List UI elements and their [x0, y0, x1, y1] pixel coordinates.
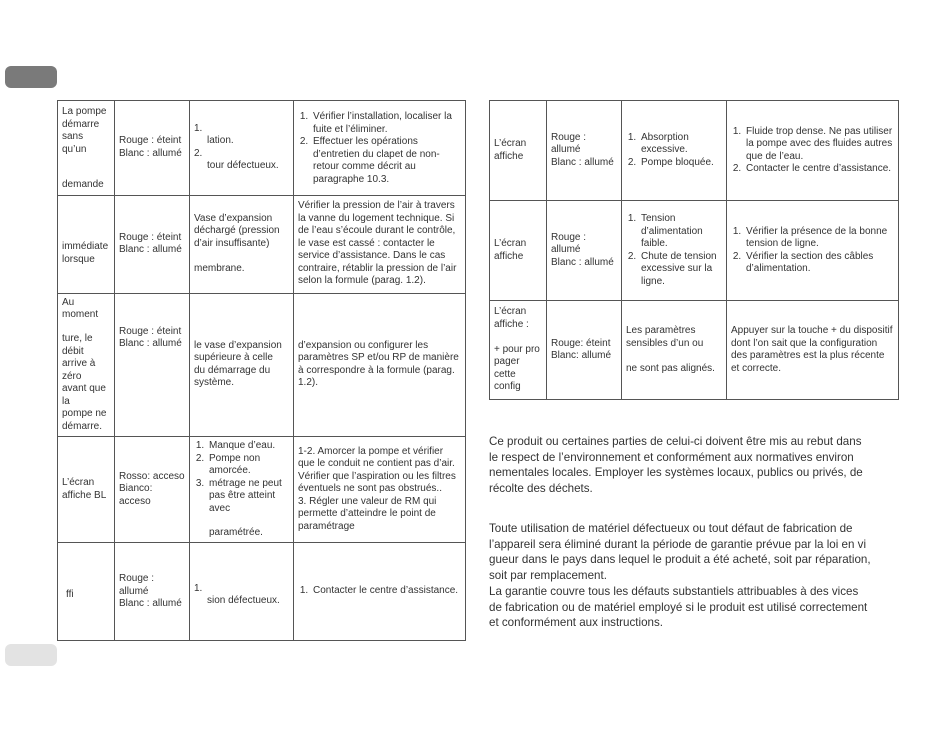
cause-cell: 1. Tension d’alimentation faible. 2. Chute de tension excessive sur la ligne. [622, 201, 727, 301]
table-row [58, 195, 466, 293]
led-status-cell: Rouge : éteint Blanc : allumé [115, 101, 190, 196]
table-row [490, 301, 899, 400]
table-row [490, 201, 899, 301]
led-status-cell: Rouge : allumé Blanc : allumé [547, 201, 622, 301]
cause-cell: 1. Absorption excessive. 2. Pompe bloquée. [622, 101, 727, 201]
remedy-cell: 1. Fluide trop dense. Ne pas utiliser la pompe avec des fluides autres que de l’eau. 2. Contacter le centre d’assistance. [727, 101, 899, 201]
condition-cell: L’écran affiche [490, 101, 547, 201]
table-row [490, 101, 899, 201]
table-row [58, 543, 466, 641]
troubleshooting-table-left [57, 100, 466, 641]
cause-cell: 1. lation. 2. tour défectueux. [190, 101, 294, 196]
led-status-cell: Rouge : allumé Blanc : allumé [115, 543, 190, 641]
condition-cell: La pompe démarre sans qu’un demande [58, 101, 115, 196]
condition-cell: L’écran affiche : + pour pro pager cette config [490, 301, 547, 400]
condition-cell: L’écran affiche BL [58, 437, 115, 543]
troubleshooting-table-right [489, 100, 899, 400]
cause-cell: 1. sion défectueux. [190, 543, 294, 641]
led-status-cell: Rouge : éteint Blanc : allumé [115, 195, 190, 293]
condition-cell: Au moment ture, le débit arrive à zéro avant que la pompe ne démarre. [58, 293, 115, 437]
condition-cell: L’écran affiche [490, 201, 547, 301]
remedy-cell: 1. Contacter le centre d’assistance. [294, 543, 466, 641]
table-row [58, 437, 466, 543]
led-status-cell: Rouge: éteint Blanc: allumé [547, 301, 622, 400]
remedy-cell: 1-2. Amorcer la pompe et vérifier que le conduit ne contient pas d’air. Vérifier que l’aspiration ou les filtres éventuels ne sont pas obstrués.. 3. Régler une valeur de RM qui permette d’atteindre le point de paramétrage [294, 437, 466, 543]
section-tab-marker [5, 66, 57, 88]
table-row [58, 293, 466, 437]
warranty-paragraph: Toute utilisation de matériel défectueux ou tout défaut de fabrication de l’appareil sera éliminé durant la période de garantie prévue par la loi en vi gueur dans le pays dans lequel le produit a été acheté, soit par réparation, soit par remplacement. [489, 522, 871, 582]
table-row [58, 101, 466, 196]
page-tab-marker [5, 644, 57, 666]
remedy-cell: d’expansion ou configurer les paramètres SP et/ou RP de manière à correspondre à la formule (parag. 1.2). [294, 293, 466, 437]
disposal-paragraph: Ce produit ou certaines parties de celui-ci doivent être mis au rebut dans le respect de l’environnement et conformément aux normatives environ nementales locales. Employer les systèmes locaux, publics ou privés, de récolte des déchets. [489, 435, 863, 495]
cause-cell: le vase d’expansion supérieure à celle du démarrage du système. [190, 293, 294, 437]
led-status-cell: Rouge : allumé Blanc : allumé [547, 101, 622, 201]
cause-cell: 1. Manque d’eau. 2. Pompe non amorcée. 3. métrage ne peut pas être atteint avec paramétrée. [190, 437, 294, 543]
condition-cell: immédiate lorsque [58, 195, 115, 293]
remedy-cell: Vérifier la pression de l’air à travers la vanne du logement technique. Si de l’eau s’écoule durant le contrôle, le vase est cassé : contacter le service d’assistance. Dans le cas contraire, rétablir la pression de l’air selon la formule (parag. 1.2). [294, 195, 466, 293]
led-status-cell: Rouge : éteint Blanc : allumé [115, 293, 190, 437]
remedy-cell: 1. Vérifier l’installation, localiser la fuite et l’éliminer. 2. Effectuer les opérations d’entretien du clapet de non-retour comme décrit au paragraphe 10.3. [294, 101, 466, 196]
warranty-coverage-paragraph: La garantie couvre tous les défauts substantiels attribuables à des vices de fabrication ou de matériel employé si le produit est utilisé correctement et conformément aux instructions. [489, 585, 868, 629]
remedy-cell: Appuyer sur la touche + du dispositif dont l’on sait que la configuration des paramètres est la plus récente et correcte. [727, 301, 899, 400]
cause-cell: Les paramètres sensibles d’un ou ne sont pas alignés. [622, 301, 727, 400]
remedy-cell: 1. Vérifier la présence de la bonne tension de ligne. 2. Vérifier la section des câbles d’alimentation. [727, 201, 899, 301]
cause-cell: Vase d’expansion déchargé (pression d’air insuffisante) membrane. [190, 195, 294, 293]
condition-cell: ffi [58, 543, 115, 641]
led-status-cell: Rosso: acceso Bianco: acceso [115, 437, 190, 543]
